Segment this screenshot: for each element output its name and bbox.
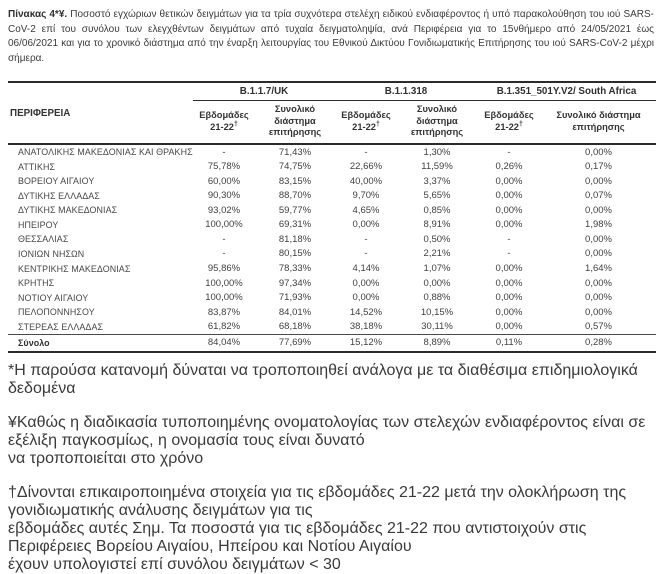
value-cell: 4,65%: [352, 204, 380, 216]
value-cell: 11,59%: [421, 161, 453, 173]
value-cell: 0,00%: [423, 277, 451, 289]
table-body: [8, 144, 656, 352]
value-cell: 0,00%: [585, 204, 612, 216]
value-cell: 77,69%: [255, 334, 335, 352]
value-cell: -: [507, 248, 511, 260]
table-row: [8, 174, 656, 189]
value-cell: 1,98%: [585, 219, 612, 231]
value-cell: 0,50%: [423, 233, 451, 245]
region-cell: ΠΕΛΟΠΟΝΝΗΣΟΥ: [18, 307, 95, 318]
value-cell: 0,00%: [495, 306, 523, 318]
total-label-line1: Συνολικό διάστημα: [416, 104, 458, 126]
column-header-weeks-b11318: [335, 101, 397, 144]
dagger-mark: †: [518, 120, 523, 128]
weeks-range: 21-22: [210, 121, 234, 132]
column-header-total-b1351: [541, 101, 656, 144]
region-cell: ΝΟΤΙΟΥ ΑΙΓΑΙΟΥ: [18, 292, 89, 303]
value-cell: 0,00%: [585, 248, 612, 260]
value-cell: 83,87%: [207, 306, 241, 318]
value-cell: 3,37%: [423, 175, 451, 187]
value-cell: 0,00%: [495, 263, 523, 275]
value-cell: 59,77%: [278, 204, 312, 216]
value-cell: 84,04%: [193, 334, 255, 352]
value-cell: 0,00%: [495, 190, 523, 202]
value-cell: 4,14%: [352, 263, 380, 275]
value-cell: 0,00%: [495, 219, 523, 231]
value-cell: 0,00%: [495, 175, 523, 187]
value-cell: 0,00%: [585, 306, 612, 318]
table-row: [8, 232, 656, 247]
value-cell: 83,15%: [278, 175, 312, 187]
column-group-b1351: B.1.351_501Y.V2/ South Africa: [477, 82, 656, 101]
column-header-region: ΠΕΡΙΦΕΡΕΙΑ: [8, 82, 193, 144]
region-cell: ΙΟΝΙΩΝ ΝΗΣΩΝ: [18, 248, 85, 259]
value-cell: 14,52%: [349, 306, 383, 318]
region-cell: ΚΡΗΤΗΣ: [18, 278, 55, 289]
value-cell: 60,00%: [207, 175, 241, 187]
value-cell: 95,86%: [207, 263, 241, 275]
value-cell: -: [222, 146, 226, 158]
region-cell: ΔΥΤΙΚΗΣ ΜΑΚΕΔΟΝΙΑΣ: [18, 205, 118, 216]
weeks-range: 21-22: [352, 121, 376, 132]
weeks-label: Εβδομάδες: [484, 110, 534, 121]
value-cell: 22,66%: [349, 161, 383, 173]
value-cell: 90,30%: [207, 190, 241, 202]
total-label-line1: Συνολικό διάστημα: [274, 104, 316, 126]
variants-table: [8, 81, 656, 353]
value-cell: 0,26%: [495, 161, 523, 173]
value-cell: 0,00%: [585, 146, 612, 158]
weeks-range: 21-22: [495, 121, 519, 132]
value-cell: 0,28%: [541, 334, 656, 352]
value-cell: 88,70%: [278, 190, 312, 202]
column-header-weeks-b1351: [477, 101, 541, 144]
value-cell: 0,88%: [423, 292, 451, 304]
value-cell: 68,18%: [278, 321, 312, 333]
table-header: [8, 82, 656, 144]
total-label-line2: επιτήρησης: [268, 127, 322, 138]
value-cell: 100,00%: [205, 277, 243, 289]
table-row: [8, 276, 656, 291]
table-row: [8, 261, 656, 276]
value-cell: 0,00%: [352, 292, 380, 304]
table-row: [8, 247, 656, 262]
weeks-label: Εβδομάδες: [341, 110, 391, 121]
value-cell: 0,00%: [585, 233, 612, 245]
weeks-label: Εβδομάδες: [199, 110, 249, 121]
value-cell: 40,00%: [349, 175, 383, 187]
value-cell: 15,12%: [335, 334, 397, 352]
table-row: [8, 290, 656, 305]
value-cell: -: [364, 146, 368, 158]
value-cell: -: [364, 233, 368, 245]
footnote-line: *Η παρούσα κατανομή δύναται να τροποποιηθεί ανάλογα με τα διαθέσιμα επιδημιολογικά δεδομένα: [8, 361, 638, 397]
table-row: [8, 319, 656, 334]
value-cell: 100,00%: [205, 219, 243, 231]
region-cell: ΑΤΤΙΚΗΣ: [18, 161, 56, 172]
region-cell: ΚΕΝΤΡΙΚΗΣ ΜΑΚΕΔΟΝΙΑΣ: [18, 263, 131, 274]
column-header-total-b11318: [397, 101, 477, 144]
footnote-line: εβδομάδες αυτές Σημ. Τα ποσοστά για τις εβδομάδες 21-22 που αντιστοιχούν στις Περιφέρειες Βορείου Αιγαίου, Ηπείρου και Νοτίου Αιγαίου: [8, 519, 587, 555]
value-cell: 0,00%: [495, 321, 523, 333]
table-total-row: [8, 334, 656, 352]
table-row: [8, 159, 656, 174]
value-cell: 84,01%: [278, 306, 312, 318]
value-cell: 0,00%: [585, 175, 612, 187]
value-cell: 0,00%: [495, 277, 523, 289]
total-label-line1: Συνολικό διάστημα: [556, 110, 641, 121]
table-caption-number: Πίνακας 4*¥.: [8, 9, 68, 20]
value-cell: 0,00%: [585, 277, 612, 289]
value-cell: 75,78%: [207, 161, 241, 173]
value-cell: -: [222, 233, 226, 245]
table-row: [8, 189, 656, 204]
table-row: [8, 144, 656, 160]
footnotes: [8, 362, 656, 574]
value-cell: 81,18%: [278, 233, 312, 245]
column-header-weeks-b117: [193, 101, 255, 144]
value-cell: -: [364, 248, 368, 260]
region-cell: ΑΝΑΤΟΛΙΚΗΣ ΜΑΚΕΔΟΝΙΑΣ ΚΑΙ ΘΡΑΚΗΣ: [18, 147, 193, 158]
total-label-line2: επιτήρησης: [572, 121, 625, 132]
value-cell: 61,82%: [207, 321, 241, 333]
value-cell: 1,07%: [423, 263, 451, 275]
value-cell: 8,89%: [397, 334, 477, 352]
value-cell: 80,15%: [278, 248, 312, 260]
value-cell: -: [507, 233, 511, 245]
value-cell: 0,11%: [477, 334, 541, 352]
value-cell: 1,64%: [585, 263, 612, 275]
value-cell: 93,02%: [207, 204, 241, 216]
value-cell: 0,00%: [352, 219, 380, 231]
column-header-total-b117: [255, 101, 335, 144]
total-label-line2: επιτήρησης: [410, 127, 464, 138]
value-cell: -: [222, 248, 226, 260]
table-row: [8, 203, 656, 218]
value-cell: 71,93%: [278, 292, 312, 304]
value-cell: 10,15%: [420, 306, 454, 318]
region-cell: ΘΕΣΣΑΛΙΑΣ: [18, 234, 69, 245]
region-cell: ΣΤΕΡΕΑΣ ΕΛΛΑΔΑΣ: [18, 321, 104, 332]
variant-group-row: [8, 82, 656, 101]
footnote-line: ¥Καθώς η διαδικασία τυποποιημένης ονοματολογίας των στελεχών ενδιαφέροντος είναι σε εξέλιξη παγκοσμίως, η ονομασία τους είναι δυνατό: [8, 413, 646, 449]
footnote-line: έχουν υπολογιστεί επί συνόλου δειγμάτων < 30: [8, 555, 341, 573]
value-cell: 0,57%: [585, 321, 612, 333]
value-cell: 5,65%: [423, 190, 451, 202]
value-cell: 38,18%: [349, 321, 383, 333]
region-cell: ΗΠΕΙΡΟΥ: [18, 219, 59, 230]
value-cell: 8,91%: [423, 219, 451, 231]
dagger-mark: †: [375, 120, 380, 128]
value-cell: 2,21%: [423, 248, 451, 260]
value-cell: 0,00%: [352, 277, 380, 289]
value-cell: 74,75%: [278, 161, 312, 173]
value-cell: 0,00%: [585, 292, 612, 304]
value-cell: 0,00%: [495, 292, 523, 304]
value-cell: 100,00%: [205, 292, 243, 304]
value-cell: 0,07%: [585, 190, 612, 202]
value-cell: 9,70%: [352, 190, 380, 202]
value-cell: 0,85%: [423, 204, 451, 216]
dagger-mark: †: [233, 120, 238, 128]
table-caption-text: Ποσοστό εγχώριων θετικών δειγμάτων για τα τρία συχνότερα στελέχη ειδικού ενδιαφέροντος ή υπό παρακολούθηση του ιού SARS-CoV-2 επί του συνόλου των ελεγχθέντων δειγμάτων από τυχαία δειγματοληψία, ανά Περιφέρεια για το 15νθήμερο από 24/05/2021 έως 06/06/2021 και για το χρονικό διάστημα από την έναρξη λειτουργίας του Εθνικού Δικτύου Γονιδιωματικής Επιτήρησης του ιού SARS-CoV-2 μέχρι σήμερα.: [8, 9, 655, 64]
value-cell: 0,17%: [585, 161, 612, 173]
table-caption: [8, 8, 654, 66]
table-row: [8, 218, 656, 233]
value-cell: 1,30%: [423, 146, 451, 158]
value-cell: -: [507, 146, 511, 158]
column-group-b117: B.1.1.7/UK: [193, 82, 335, 101]
value-cell: 97,34%: [278, 277, 312, 289]
region-cell: Σύνολο: [8, 334, 193, 352]
value-cell: 71,43%: [278, 146, 312, 158]
value-cell: 30,11%: [421, 321, 453, 333]
region-cell: ΒΟΡΕΙΟΥ ΑΙΓΑΙΟΥ: [18, 176, 95, 187]
value-cell: 69,31%: [278, 219, 312, 231]
footnote-line: †Δίνονται επικαιροποιημένα στοιχεία για τις εβδομάδες 21-22 μετά την ολοκλήρωση της γονιδιωματικής ανάλυσης δειγμάτων για τις: [8, 483, 627, 519]
region-cell: ΔΥΤΙΚΗΣ ΕΛΛΑΔΑΣ: [18, 190, 100, 201]
value-cell: 78,33%: [278, 263, 312, 275]
column-group-b11318: B.1.1.318: [335, 82, 477, 101]
value-cell: 0,00%: [495, 204, 523, 216]
footnote-line: να τροποποιείται στο χρόνο: [8, 449, 204, 467]
table-row: [8, 305, 656, 320]
